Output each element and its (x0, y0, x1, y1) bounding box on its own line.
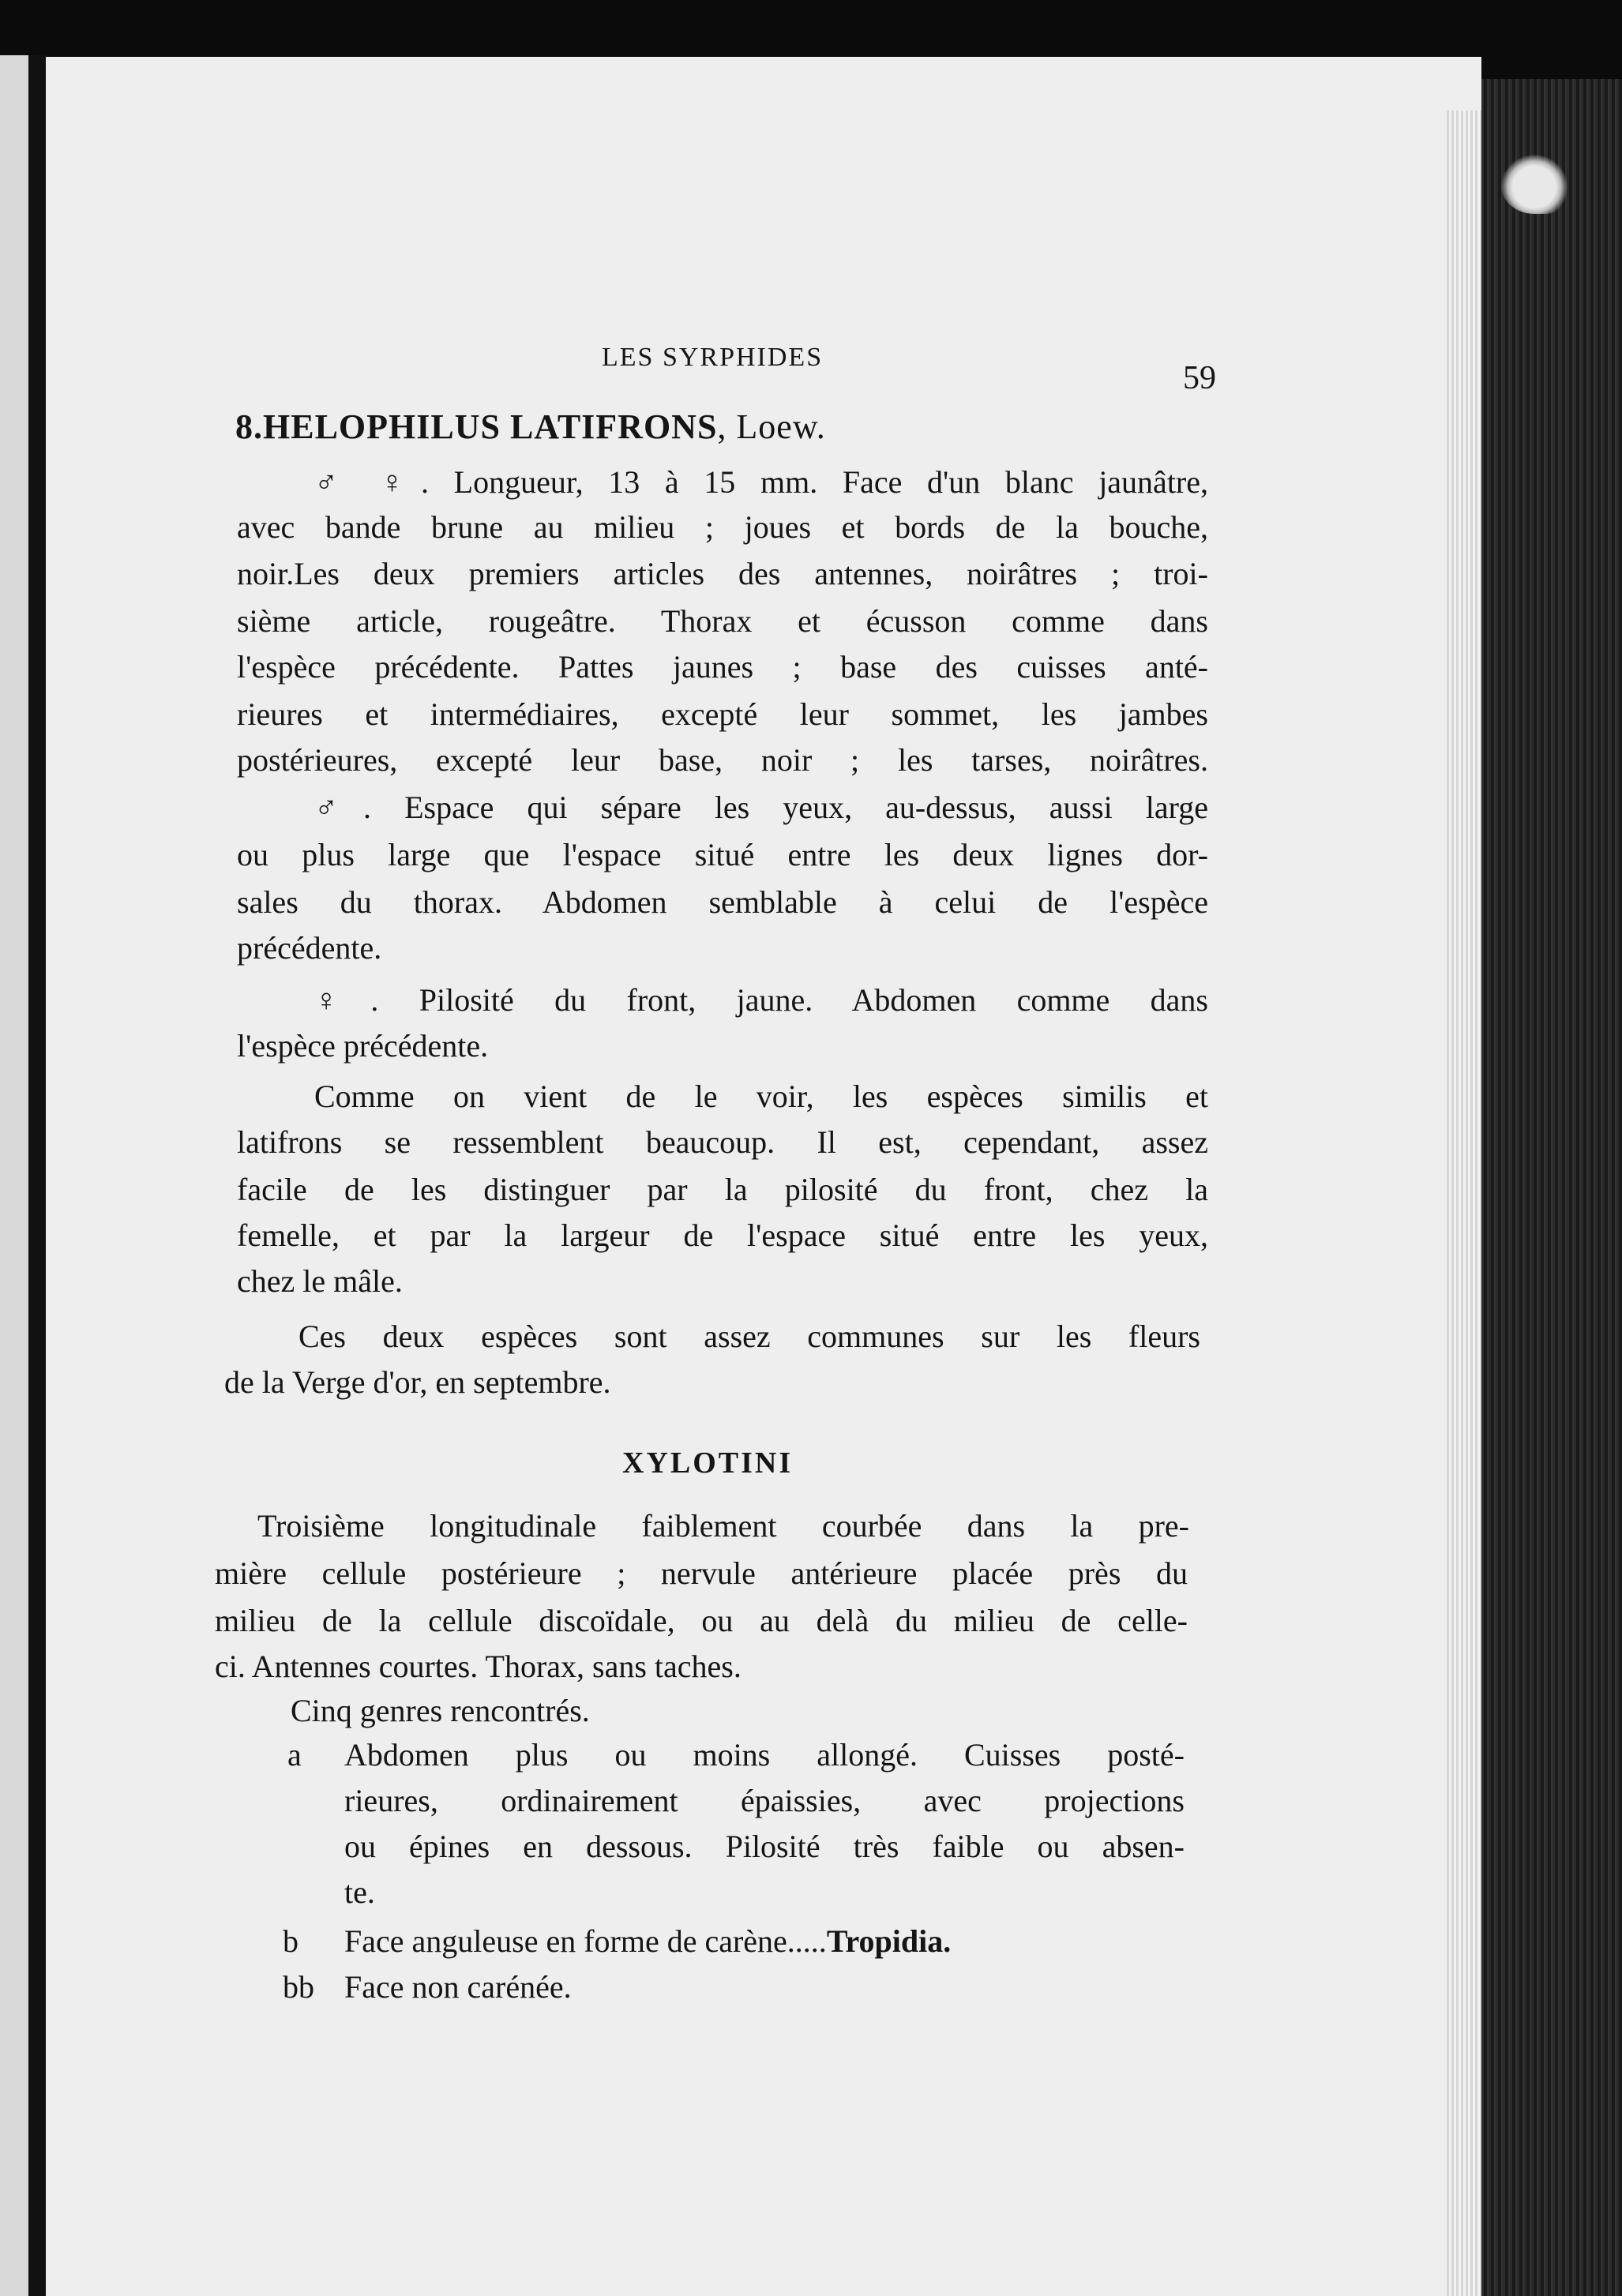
section-title: XYLOTINI (622, 1446, 794, 1480)
body-line: Comme on vient de le voir, les espèces similis et (314, 1079, 1208, 1114)
body-line: ♀. Pilosité du front, jaune. Abdomen comme dans (314, 982, 1208, 1018)
body-line: ou plus large que l'espace situé entre les deux lignes dor- (237, 837, 1208, 872)
key-label: a (287, 1737, 302, 1773)
body-line: de la Verge d'or, en septembre. (224, 1364, 611, 1400)
species-heading (235, 409, 826, 445)
body-line: chez le mâle. (237, 1263, 403, 1299)
section-line: ci. Antennes courtes. Thorax, sans taches. (215, 1649, 742, 1684)
key-text: Face anguleuse en forme de carène..... (344, 1923, 827, 1959)
body-line: l'espèce précédente. Pattes jaunes ; base des cuisses anté- (237, 649, 1208, 685)
section-line: mière cellule postérieure ; nervule antérieure placée près du (215, 1555, 1188, 1591)
page-number: 59 (1183, 360, 1216, 396)
section-line: Troisième longitudinale faiblement courbée dans la pre- (257, 1508, 1189, 1544)
key-line (344, 1923, 951, 1960)
key-line: rieures, ordinairement épaissies, avec projections (344, 1783, 1185, 1818)
body-line: rieures et intermédiaires, excepté leur sommet, les jambes (237, 696, 1208, 732)
species-name: HELOPHILUS LATIFRONS (263, 407, 718, 446)
body-line: facile de les distinguer par la pilosité du front, chez la (237, 1172, 1208, 1207)
body-line: sième article, rougeâtre. Thorax et écusson comme dans (237, 603, 1208, 639)
body-line: sales du thorax. Abdomen semblable à celui de l'espèce (237, 884, 1208, 920)
key-line: te. (344, 1874, 375, 1910)
key-line: Face non carénée. (344, 1969, 572, 2005)
section-line: milieu de la cellule discoïdale, ou au delà du milieu de celle- (215, 1603, 1188, 1638)
key-label: b (283, 1923, 298, 1959)
section-line: Cinq genres rencontrés. (291, 1693, 590, 1728)
running-title: LES SYRPHIDES (602, 343, 824, 372)
genus-name: Tropidia. (826, 1923, 952, 1959)
body-line: avec bande brune au milieu ; joues et bords de la bouche, (237, 509, 1208, 545)
species-author: , Loew. (717, 407, 826, 446)
body-line: noir.Les deux premiers articles des antennes, noirâtres ; troi- (237, 556, 1208, 591)
key-label: bb (283, 1969, 314, 2005)
key-line: ou épines en dessous. Pilosité très faible ou absen- (344, 1829, 1185, 1864)
body-line: latifrons se ressemblent beaucoup. Il est, cependant, assez (237, 1124, 1208, 1160)
body-line: précédente. (237, 930, 382, 966)
body-line: postérieures, excepté leur base, noir ; les tarses, noirâtres. (237, 742, 1208, 778)
key-line: Abdomen plus ou moins allongé. Cuisses posté- (344, 1737, 1185, 1773)
body-line: l'espèce précédente. (237, 1028, 489, 1064)
body-line: femelle, et par la largeur de l'espace situé entre les yeux, (237, 1217, 1208, 1253)
body-line: Ces deux espèces sont assez communes sur les fleurs (298, 1319, 1200, 1354)
species-number: 8. (235, 407, 263, 446)
body-line: ♂ ♀. Longueur, 13 à 15 mm. Face d'un blanc jaunâtre, (314, 464, 1208, 500)
body-line: ♂. Espace qui sépare les yeux, au-dessus, aussi large (314, 790, 1208, 825)
